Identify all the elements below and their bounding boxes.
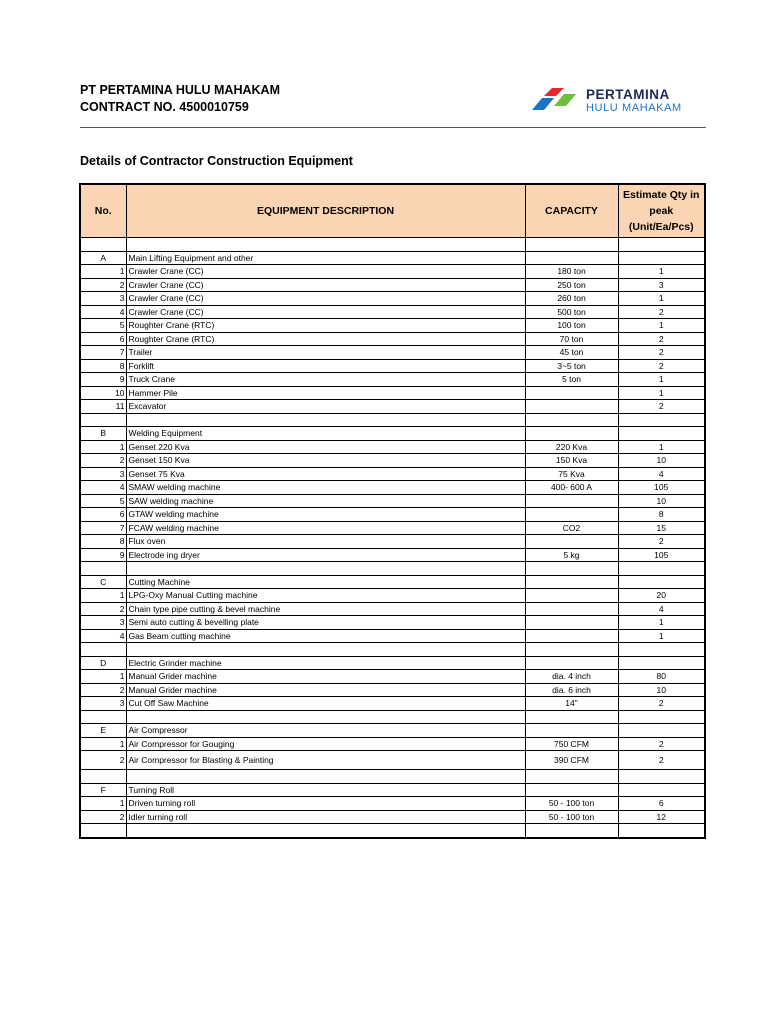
header-description: EQUIPMENT DESCRIPTION — [126, 184, 525, 238]
row-description: Gas Beam cutting machine — [126, 629, 525, 643]
table-row — [80, 265, 705, 279]
row-qty: 1 — [618, 616, 705, 630]
table-row — [80, 797, 705, 811]
row-qty: 3 — [618, 278, 705, 292]
blank-cell — [525, 770, 618, 784]
row-capacity: dia. 6 inch — [525, 683, 618, 697]
blank-cell — [618, 643, 705, 657]
row-description: Air Compressor for Gouging — [126, 737, 525, 751]
row-description: SMAW welding machine — [126, 481, 525, 495]
row-number: F — [80, 783, 126, 797]
row-number: 1 — [80, 265, 126, 279]
blank-row — [80, 643, 705, 657]
row-capacity: 260 ton — [525, 292, 618, 306]
blank-cell — [525, 824, 618, 838]
row-qty — [618, 427, 705, 441]
table-row — [80, 278, 705, 292]
row-number: A — [80, 251, 126, 265]
blank-cell — [126, 238, 525, 252]
table-row — [80, 697, 705, 711]
row-qty: 1 — [618, 292, 705, 306]
table-row — [80, 467, 705, 481]
table-row — [80, 494, 705, 508]
row-number: 3 — [80, 616, 126, 630]
row-capacity — [525, 724, 618, 738]
row-capacity — [525, 494, 618, 508]
row-number: 1 — [80, 797, 126, 811]
row-description: Air Compressor — [126, 724, 525, 738]
row-number: 5 — [80, 494, 126, 508]
row-description: Semi auto cutting & bevelling plate — [126, 616, 525, 630]
row-number: 5 — [80, 319, 126, 333]
blank-cell — [126, 824, 525, 838]
blank-row — [80, 562, 705, 576]
row-qty: 2 — [618, 751, 705, 770]
row-description: Crawler Crane (CC) — [126, 305, 525, 319]
table-row — [80, 810, 705, 824]
table-row — [80, 535, 705, 549]
row-number: 2 — [80, 751, 126, 770]
table-row — [80, 332, 705, 346]
row-number: 2 — [80, 278, 126, 292]
header-block — [80, 82, 280, 116]
row-capacity: 220 Kva — [525, 440, 618, 454]
row-qty: 1 — [618, 319, 705, 333]
blank-cell — [80, 238, 126, 252]
table-row — [80, 616, 705, 630]
row-capacity — [525, 589, 618, 603]
table-row — [80, 346, 705, 360]
row-description: Main Lifting Equipment and other — [126, 251, 525, 265]
blank-cell — [126, 710, 525, 724]
blank-row — [80, 710, 705, 724]
row-qty: 4 — [618, 467, 705, 481]
blank-cell — [80, 643, 126, 657]
row-qty: 15 — [618, 521, 705, 535]
row-qty — [618, 724, 705, 738]
header-divider — [80, 127, 706, 128]
row-number: 1 — [80, 589, 126, 603]
section-row — [80, 656, 705, 670]
row-description: Turning Roll — [126, 783, 525, 797]
blank-cell — [525, 710, 618, 724]
row-description: Cutting Machine — [126, 575, 525, 589]
row-qty: 2 — [618, 737, 705, 751]
row-capacity: 390 CFM — [525, 751, 618, 770]
table-row — [80, 508, 705, 522]
row-qty: 80 — [618, 670, 705, 684]
row-qty: 1 — [618, 386, 705, 400]
table-row — [80, 521, 705, 535]
row-capacity — [525, 575, 618, 589]
table-row — [80, 751, 705, 770]
row-qty: 4 — [618, 602, 705, 616]
row-qty: 2 — [618, 359, 705, 373]
table-row — [80, 629, 705, 643]
row-number: 1 — [80, 670, 126, 684]
section-row — [80, 427, 705, 441]
row-qty: 1 — [618, 265, 705, 279]
contract-number: CONTRACT NO. 4500010759 — [80, 100, 249, 114]
section-row — [80, 783, 705, 797]
blank-row — [80, 413, 705, 427]
row-capacity: 14" — [525, 697, 618, 711]
row-capacity: CO2 — [525, 521, 618, 535]
row-number: 10 — [80, 386, 126, 400]
row-qty: 10 — [618, 494, 705, 508]
row-description: FCAW welding machine — [126, 521, 525, 535]
row-description: Electric Grinder machine — [126, 656, 525, 670]
row-capacity — [525, 386, 618, 400]
row-number: 1 — [80, 737, 126, 751]
company-name: PT PERTAMINA HULU MAHAKAM — [80, 83, 280, 97]
blank-cell — [126, 643, 525, 657]
pertamina-logo — [530, 82, 710, 118]
row-description: SAW welding machine — [126, 494, 525, 508]
row-number: 11 — [80, 400, 126, 414]
row-description: Trailer — [126, 346, 525, 360]
table-row — [80, 670, 705, 684]
row-qty: 2 — [618, 535, 705, 549]
blank-cell — [618, 562, 705, 576]
table-row — [80, 481, 705, 495]
blank-cell — [618, 238, 705, 252]
row-qty: 105 — [618, 548, 705, 562]
blank-cell — [126, 770, 525, 784]
row-description: Roughter Crane (RTC) — [126, 332, 525, 346]
row-number: 1 — [80, 440, 126, 454]
blank-cell — [80, 770, 126, 784]
row-capacity: 45 ton — [525, 346, 618, 360]
row-qty: 1 — [618, 629, 705, 643]
row-description: Crawler Crane (CC) — [126, 292, 525, 306]
row-capacity — [525, 535, 618, 549]
table-row — [80, 359, 705, 373]
blank-cell — [525, 643, 618, 657]
row-qty — [618, 783, 705, 797]
row-description: Chain type pipe cutting & bevel machine — [126, 602, 525, 616]
table-row — [80, 548, 705, 562]
row-description: Crawler Crane (CC) — [126, 265, 525, 279]
row-capacity: 150 Kva — [525, 454, 618, 468]
row-qty: 1 — [618, 373, 705, 387]
blank-row — [80, 770, 705, 784]
row-description: Driven turning roll — [126, 797, 525, 811]
row-description: Genset 220 Kva — [126, 440, 525, 454]
table-row — [80, 373, 705, 387]
row-description: Genset 75 Kva — [126, 467, 525, 481]
row-qty: 1 — [618, 440, 705, 454]
row-capacity — [525, 656, 618, 670]
row-qty: 20 — [618, 589, 705, 603]
table-row — [80, 454, 705, 468]
row-number: 7 — [80, 521, 126, 535]
row-description: Manual Grider machine — [126, 683, 525, 697]
row-qty: 10 — [618, 683, 705, 697]
blank-cell — [618, 770, 705, 784]
row-qty: 6 — [618, 797, 705, 811]
table-row — [80, 292, 705, 306]
row-capacity: 3~5 ton — [525, 359, 618, 373]
section-row — [80, 575, 705, 589]
row-capacity: 50 - 100 ton — [525, 797, 618, 811]
row-capacity — [525, 629, 618, 643]
row-number: D — [80, 656, 126, 670]
row-description: Manual Grider machine — [126, 670, 525, 684]
blank-cell — [525, 562, 618, 576]
blank-cell — [618, 413, 705, 427]
row-capacity: 250 ton — [525, 278, 618, 292]
header-capacity: CAPACITY — [525, 184, 618, 238]
row-number: B — [80, 427, 126, 441]
row-description: Welding Equipment — [126, 427, 525, 441]
header-qty: Estimate Qty in peak (Unit/Ea/Pcs) — [618, 184, 705, 238]
row-qty: 12 — [618, 810, 705, 824]
blank-row — [80, 824, 705, 838]
blank-cell — [80, 824, 126, 838]
row-qty — [618, 656, 705, 670]
row-number: 4 — [80, 481, 126, 495]
row-number: 8 — [80, 535, 126, 549]
row-capacity: 75 Kva — [525, 467, 618, 481]
blank-cell — [525, 413, 618, 427]
row-capacity: 5 ton — [525, 373, 618, 387]
row-capacity: 100 ton — [525, 319, 618, 333]
blank-cell — [126, 413, 525, 427]
row-capacity: 70 ton — [525, 332, 618, 346]
row-qty: 2 — [618, 332, 705, 346]
row-number: C — [80, 575, 126, 589]
table-header-row — [80, 184, 705, 238]
blank-cell — [80, 562, 126, 576]
header-no: No. — [80, 184, 126, 238]
row-number: 2 — [80, 810, 126, 824]
row-description: Excavator — [126, 400, 525, 414]
row-description: GTAW welding machine — [126, 508, 525, 522]
row-capacity — [525, 400, 618, 414]
table-row — [80, 305, 705, 319]
row-qty: 2 — [618, 346, 705, 360]
row-number: 9 — [80, 548, 126, 562]
row-capacity — [525, 251, 618, 265]
row-capacity — [525, 427, 618, 441]
equipment-table — [79, 183, 706, 839]
row-qty: 105 — [618, 481, 705, 495]
blank-cell — [525, 238, 618, 252]
row-qty — [618, 575, 705, 589]
table-row — [80, 589, 705, 603]
row-description: Electrode ing dryer — [126, 548, 525, 562]
table-body — [80, 238, 705, 838]
blank-cell — [618, 824, 705, 838]
row-capacity — [525, 508, 618, 522]
table-row — [80, 386, 705, 400]
row-number: 2 — [80, 454, 126, 468]
row-description: Forklift — [126, 359, 525, 373]
row-capacity: 400- 600 A — [525, 481, 618, 495]
row-number: 3 — [80, 467, 126, 481]
row-capacity: 50 - 100 ton — [525, 810, 618, 824]
row-capacity — [525, 783, 618, 797]
row-number: 6 — [80, 508, 126, 522]
pertamina-logo-icon — [530, 84, 580, 114]
section-row — [80, 724, 705, 738]
row-description: Genset 150 Kva — [126, 454, 525, 468]
row-number: 3 — [80, 697, 126, 711]
row-number: 9 — [80, 373, 126, 387]
blank-cell — [618, 710, 705, 724]
document-title: Details of Contractor Construction Equipment — [80, 154, 353, 168]
row-description: Hammer Pile — [126, 386, 525, 400]
logo-name: PERTAMINA — [586, 87, 670, 102]
row-qty: 2 — [618, 697, 705, 711]
row-qty: 8 — [618, 508, 705, 522]
table-row — [80, 737, 705, 751]
blank-cell — [80, 710, 126, 724]
row-number: 2 — [80, 683, 126, 697]
row-capacity: 750 CFM — [525, 737, 618, 751]
row-description: Idler turning roll — [126, 810, 525, 824]
blank-row — [80, 238, 705, 252]
row-number: 6 — [80, 332, 126, 346]
row-description: Cut Off Saw Machine — [126, 697, 525, 711]
table-row — [80, 400, 705, 414]
row-number: 7 — [80, 346, 126, 360]
row-number: 4 — [80, 305, 126, 319]
row-description: Air Compressor for Blasting & Painting — [126, 751, 525, 770]
row-capacity — [525, 616, 618, 630]
row-number: E — [80, 724, 126, 738]
row-capacity: 5 kg — [525, 548, 618, 562]
table-row — [80, 319, 705, 333]
row-qty — [618, 251, 705, 265]
row-capacity — [525, 602, 618, 616]
logo-subtitle: HULU MAHAKAM — [586, 102, 682, 114]
table-row — [80, 440, 705, 454]
row-number: 4 — [80, 629, 126, 643]
row-number: 2 — [80, 602, 126, 616]
row-description: Truck Crane — [126, 373, 525, 387]
blank-cell — [126, 562, 525, 576]
row-capacity: 500 ton — [525, 305, 618, 319]
table-row — [80, 683, 705, 697]
blank-cell — [80, 413, 126, 427]
row-qty: 2 — [618, 305, 705, 319]
row-description: LPG-Oxy Manual Cutting machine — [126, 589, 525, 603]
row-qty: 2 — [618, 400, 705, 414]
row-capacity: dia. 4 inch — [525, 670, 618, 684]
row-number: 3 — [80, 292, 126, 306]
row-description: Roughter Crane (RTC) — [126, 319, 525, 333]
row-capacity: 180 ton — [525, 265, 618, 279]
row-description: Crawler Crane (CC) — [126, 278, 525, 292]
table-row — [80, 602, 705, 616]
section-row — [80, 251, 705, 265]
row-qty: 10 — [618, 454, 705, 468]
row-number: 8 — [80, 359, 126, 373]
row-description: Flux oven — [126, 535, 525, 549]
